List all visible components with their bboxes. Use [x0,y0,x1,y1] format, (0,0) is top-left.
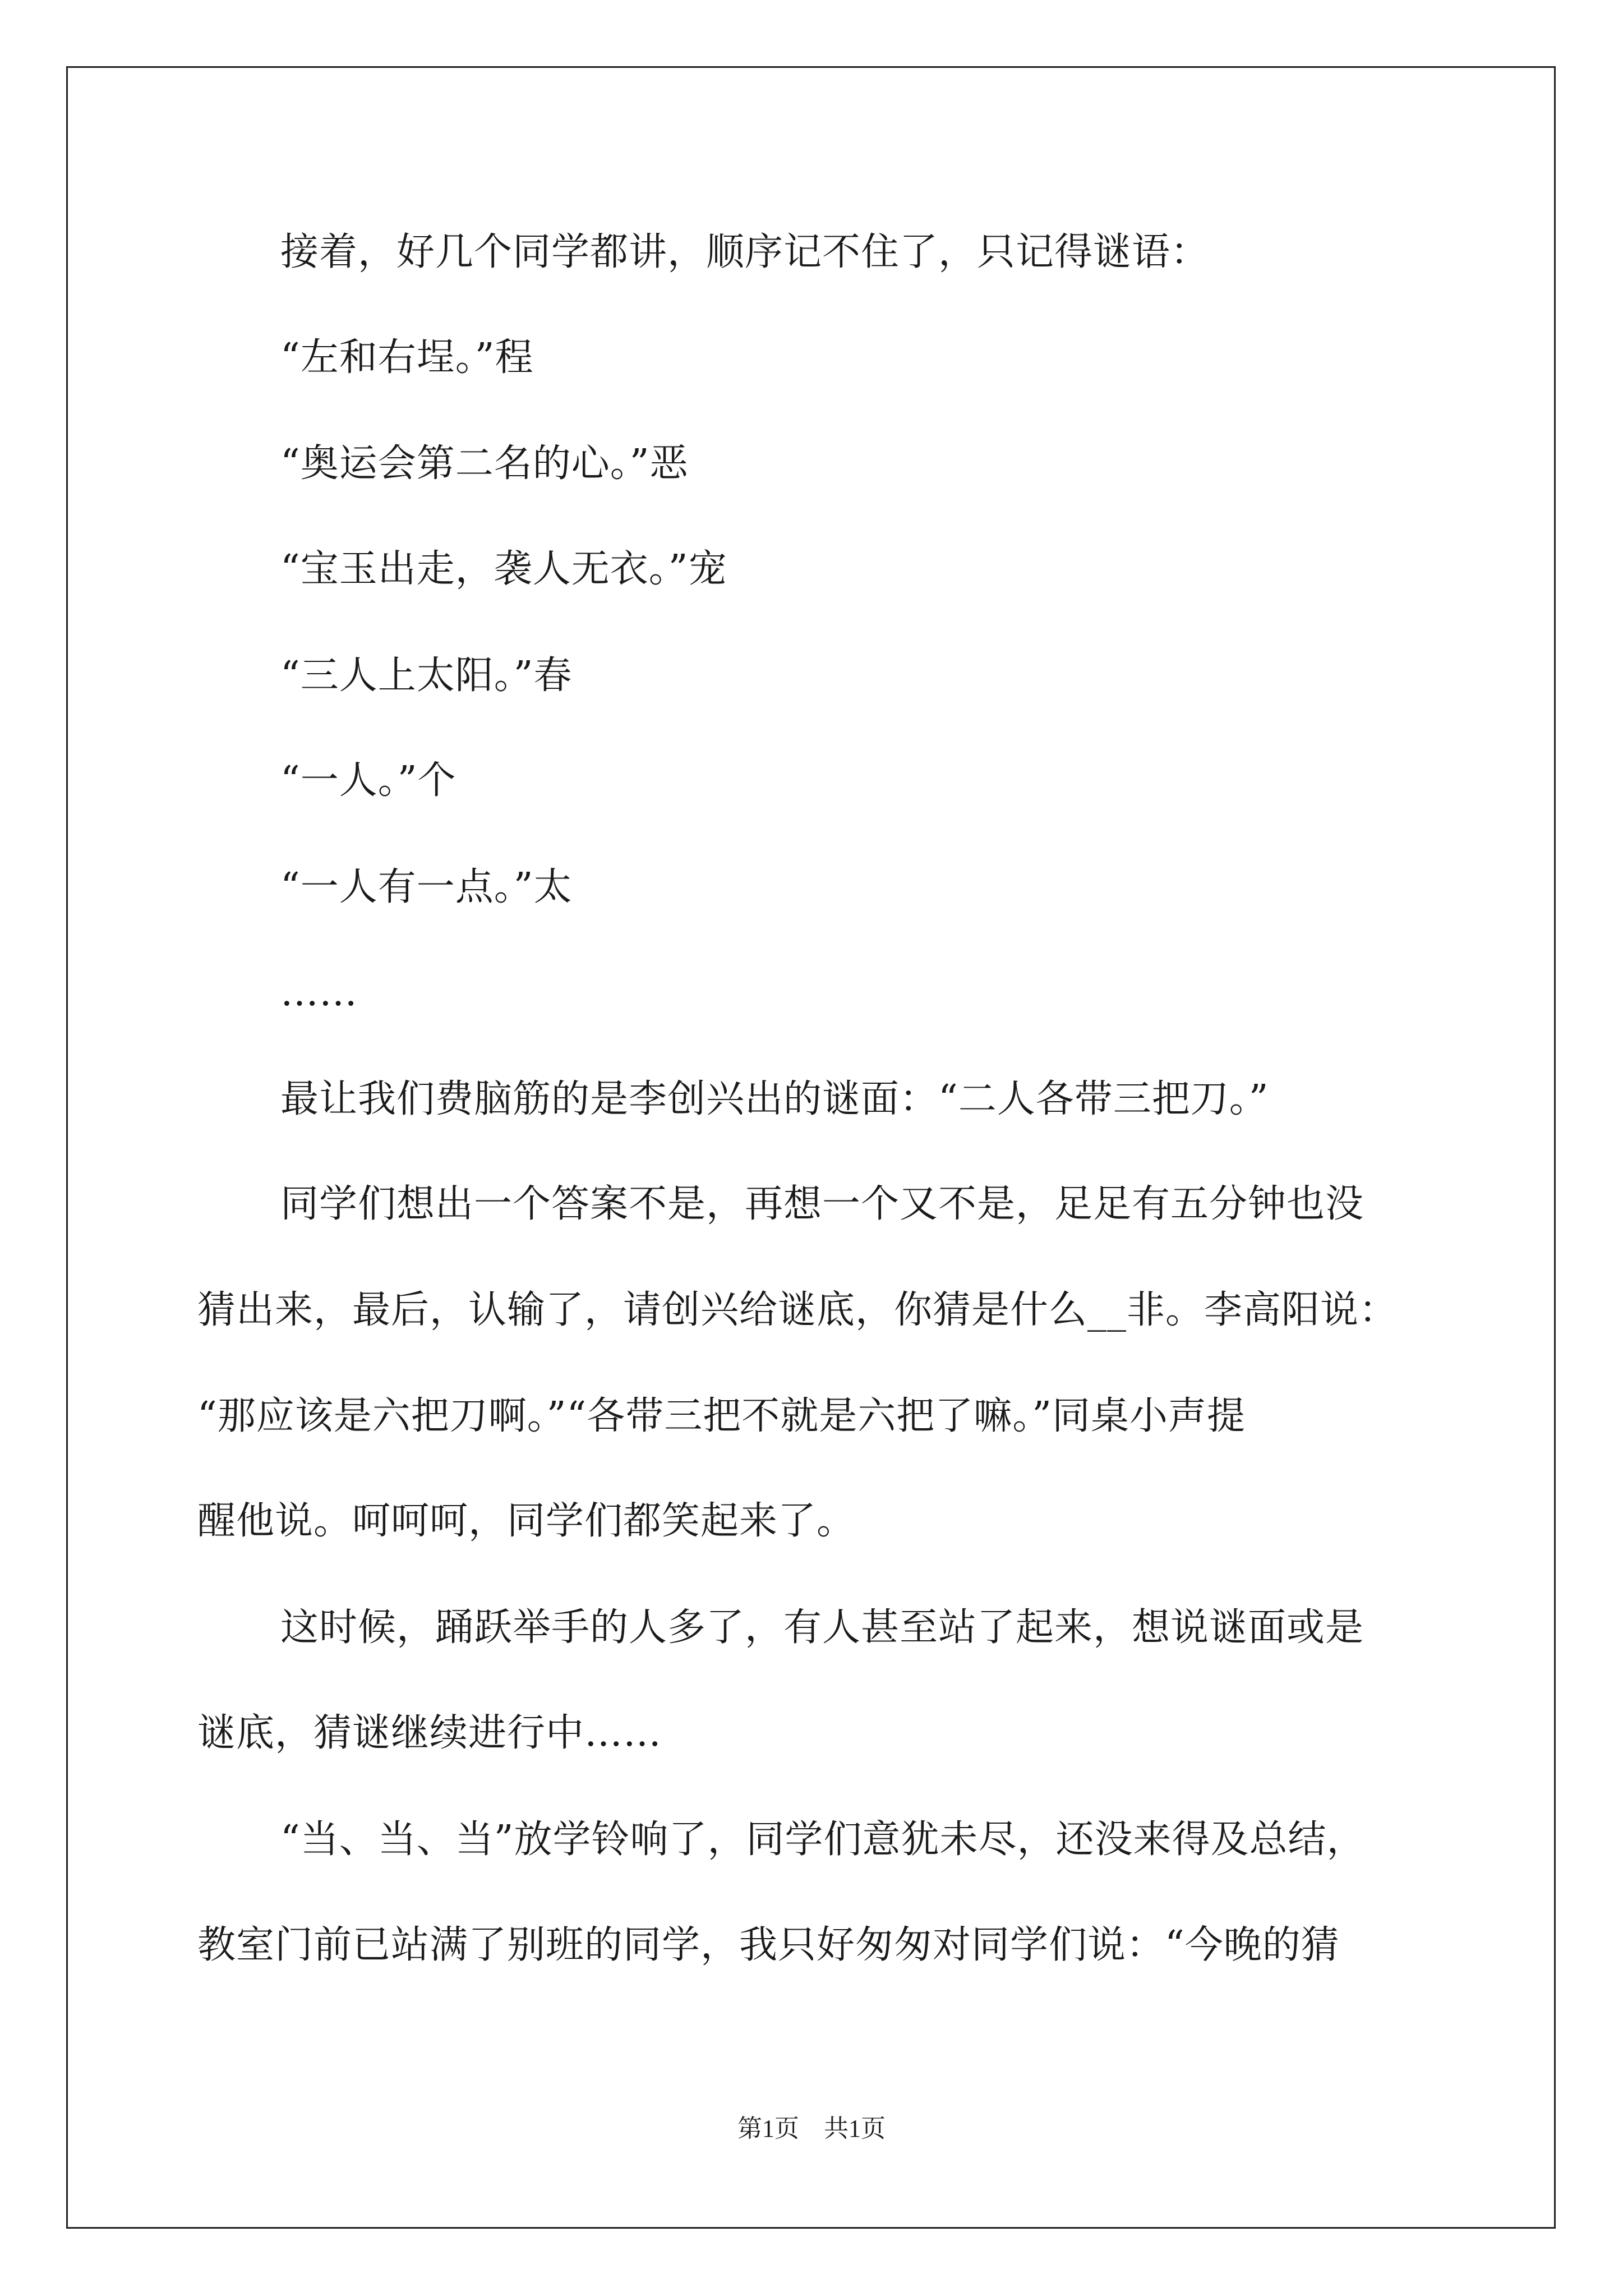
paragraph-line: “那应该是六把刀啊。”“各带三把不就是六把了嘛。”同桌小声提 [197,1394,1246,1438]
riddle-line: “三人上太阳。”春 [280,654,573,698]
riddle-line: “宝玉出走，袭人无衣。”宠 [280,547,727,591]
page-border [66,66,1556,2229]
riddle-line: “奥运会第二名的心。”恶 [280,441,689,486]
paragraph-line: 猜出来，最后，认输了，请创兴给谜底，你猜是什么__非。李高阳说： [197,1288,1398,1332]
paragraph-line: 谜底，猜谜继续进行中…… [197,1711,662,1755]
riddle-line: “左和右埕。”程 [280,335,534,380]
riddle-line: “一人。”个 [280,758,457,803]
ellipsis-line: …… [280,970,358,1015]
page-number: 第1页 共1页 [737,2115,886,2142]
paragraph-line: 最让我们费脑筋的是李创兴出的谜面：“二人各带三把刀。” [280,1077,1269,1121]
paragraph-line: 这时候，踊跃举手的人多了，有人甚至站了起来，想说谜面或是 [280,1605,1364,1650]
paragraph-line: “当、当、当”放学铃响了，同学们意犹未尽，还没来得及总结， [280,1818,1366,1862]
paragraph-line: 同学们想出一个答案不是，再想一个又不是，足足有五分钟也没 [280,1182,1364,1226]
riddle-line: “一人有一点。”太 [280,865,573,909]
paragraph-line: 接着，好几个同学都讲，顺序记不住了，只记得谜语： [280,230,1210,274]
paragraph-line: 教室门前已站满了别班的同学，我只好匆匆对同学们说：“今晚的猜 [197,1923,1340,1967]
paragraph-line: 醒他说。呵呵呵，同学们都笑起来了。 [197,1499,856,1543]
